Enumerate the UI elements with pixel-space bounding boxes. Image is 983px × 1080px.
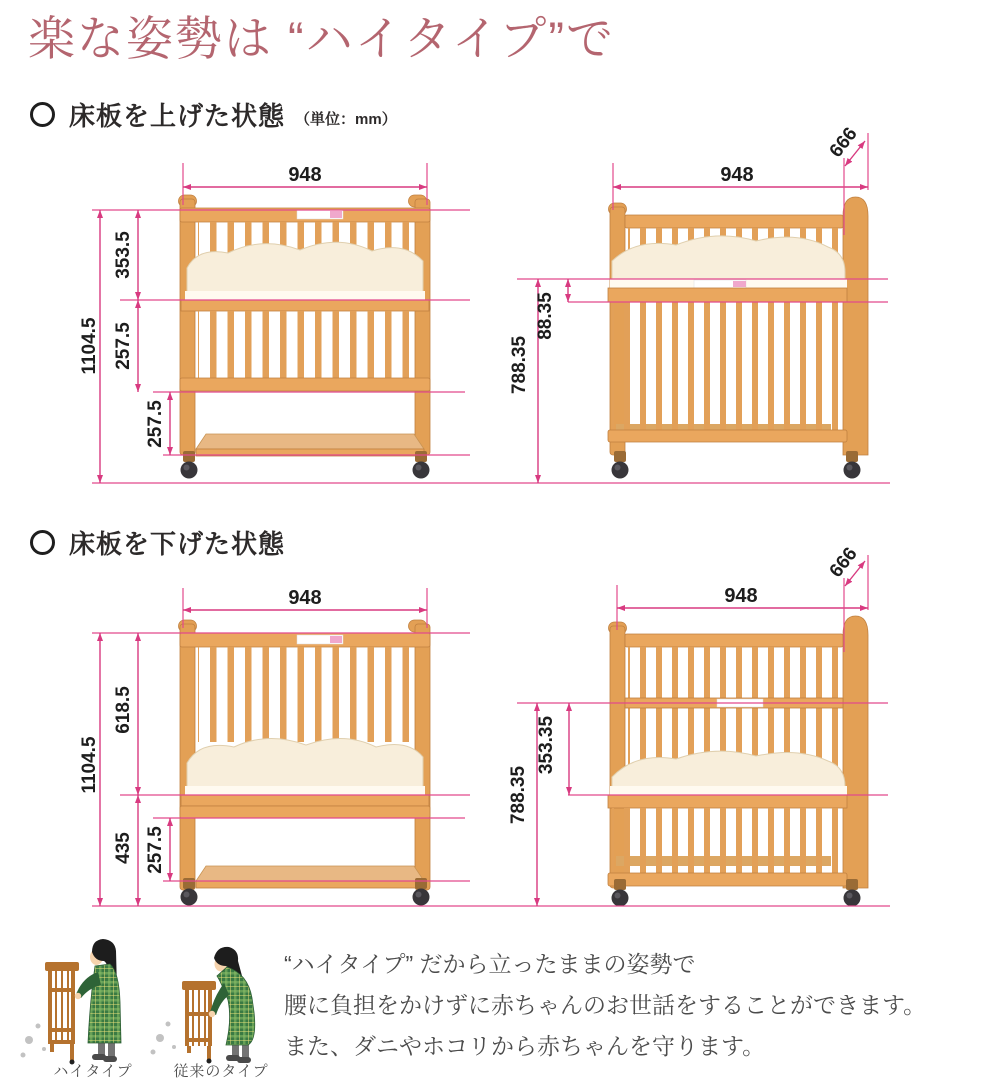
caster-wheel [181,878,198,906]
dim-frame-to-shelf-raised: 257.5 [145,400,166,448]
dim-front-width-lowered: 948 [288,587,322,609]
headboard [843,197,868,455]
caster-wheel [612,451,629,479]
footer-line-1: “ハイタイプ” だから立ったままの姿勢で [284,951,696,977]
dim-side-width-raised: 948 [720,164,754,186]
caster-wheel [844,879,861,907]
bent-mother-illustration [209,947,255,1063]
dim-floor-to-mattress-raised: 788.35 [509,335,530,395]
unit-note: （単位：mm） [295,110,397,128]
dim-mattress-to-floor-lowered: 435 [113,832,134,864]
dim-total-height-raised: 1104.5 [79,317,100,375]
under-shelf [196,434,424,449]
dim-frame-to-shelf-lowered: 257.5 [145,826,166,874]
crib-front-lowered [179,620,431,906]
crib-side-raised [608,197,868,479]
caption-high-type: ハイタイプ [53,1063,133,1080]
dim-top-to-mattress-lowered: 618.5 [113,686,134,734]
under-shelf [196,866,424,881]
conventional-crib-illustration [182,981,216,1064]
footer-line-2: 腰に負担をかけずに赤ちゃんのお世話をすることができます。 [284,992,927,1018]
headboard [843,616,868,888]
caster-wheel [844,451,861,479]
dim-total-height-lowered: 1104.5 [79,736,100,794]
dim-depth-raised: 666 [825,123,862,162]
illustration-comparison [15,935,285,1080]
crib-front-raised [179,195,431,479]
dim-rail-to-mattress-lowered: 353.35 [536,715,557,775]
footer-paragraph [284,944,926,1067]
crib-side-lowered [608,616,868,907]
high-type-crib-illustration [45,962,79,1065]
section-title-lowered: 床板を下げた状態 [69,529,286,559]
caster-wheel [612,879,629,907]
dim-floor-to-rail-lowered: 788.35 [508,765,529,825]
footer-line-3: また、ダニやホコリから赤ちゃんを守ります。 [284,1033,766,1059]
standing-mother-illustration [75,939,121,1062]
dim-mattress-inset-raised: 88.35 [535,292,556,340]
dim-top-to-mattress-raised: 353.5 [113,231,134,279]
dim-side-width-lowered: 948 [724,585,758,607]
dim-depth-lowered: 666 [825,543,862,582]
section-title-raised: 床板を上げた状態 [69,101,286,131]
caption-conventional-type: 従来のタイプ [173,1063,269,1080]
dim-front-width-raised: 948 [288,164,322,186]
caster-wheel [413,878,430,906]
page-title: 楽な姿勢は “ハイタイプ”で [28,12,616,65]
dim-mattress-to-frame-raised: 257.5 [113,322,134,370]
diagram-lowered [0,540,983,930]
diagram-raised [0,120,983,510]
